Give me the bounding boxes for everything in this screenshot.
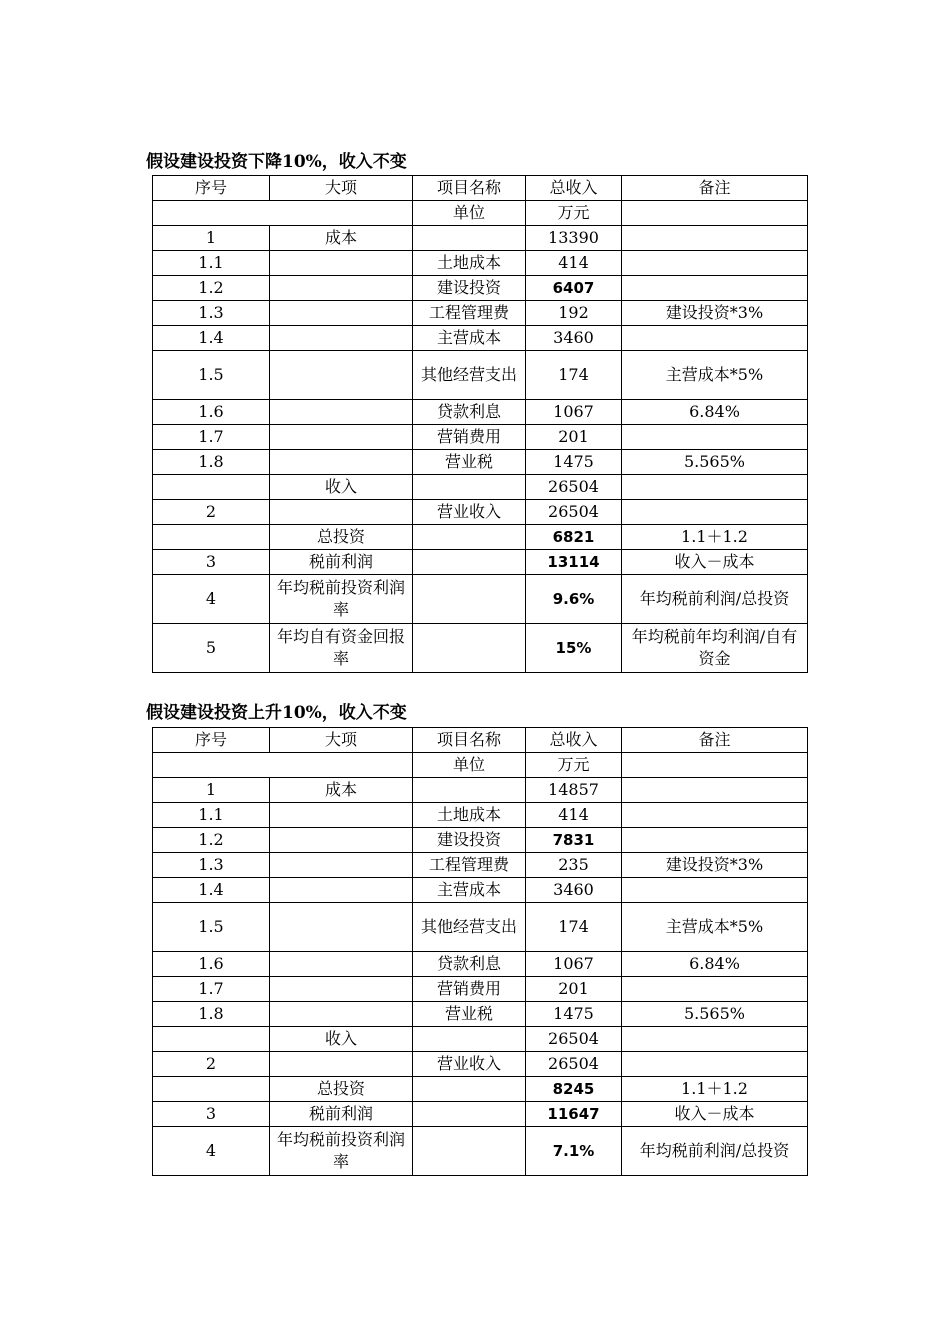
row-note: 主营成本*5%	[622, 903, 808, 952]
row-note	[622, 475, 808, 500]
row-note	[622, 803, 808, 828]
table-row	[153, 351, 808, 400]
table-row	[153, 1127, 808, 1176]
row-note	[622, 326, 808, 351]
row-major-item: 总投资	[270, 1077, 413, 1102]
row-number: 4	[153, 575, 270, 624]
row-major-item	[270, 276, 413, 301]
table-row	[153, 500, 808, 525]
row-number: 5	[153, 624, 270, 673]
row-item-name: 其他经营支出	[413, 903, 526, 952]
table-row	[153, 450, 808, 475]
row-value: 414	[526, 251, 622, 276]
table-row	[153, 828, 808, 853]
row-note: 建设投资*3%	[622, 853, 808, 878]
sensitivity-table-decrease	[152, 175, 808, 673]
row-item-name: 主营成本	[413, 878, 526, 903]
table-row	[153, 878, 808, 903]
row-major-item: 税前利润	[270, 550, 413, 575]
row-value: 7.1%	[526, 1127, 622, 1176]
row-item-name: 贷款利息	[413, 952, 526, 977]
section2-title: 假设建设投资上升10%，收入不变	[146, 703, 407, 723]
row-major-item	[270, 251, 413, 276]
row-major-item	[270, 878, 413, 903]
row-major-item	[270, 1052, 413, 1077]
row-value: 235	[526, 853, 622, 878]
row-item-name: 工程管理费	[413, 301, 526, 326]
row-major-item: 总投资	[270, 525, 413, 550]
row-value: 26504	[526, 475, 622, 500]
row-value: 174	[526, 351, 622, 400]
table-row	[153, 400, 808, 425]
table-row	[153, 326, 808, 351]
row-note: 主营成本*5%	[622, 351, 808, 400]
row-number: 4	[153, 1127, 270, 1176]
table-row	[153, 1077, 808, 1102]
table-row	[153, 853, 808, 878]
row-item-name: 贷款利息	[413, 400, 526, 425]
row-item-name	[413, 475, 526, 500]
row-number: 1.8	[153, 450, 270, 475]
row-item-name: 土地成本	[413, 251, 526, 276]
row-number: 1.3	[153, 853, 270, 878]
row-item-name: 工程管理费	[413, 853, 526, 878]
row-note: 年均税前利润/总投资	[622, 1127, 808, 1176]
row-value: 26504	[526, 1027, 622, 1052]
row-number: 1.1	[153, 251, 270, 276]
unit-label: 单位	[413, 201, 526, 226]
row-number: 1.7	[153, 977, 270, 1002]
table-row	[153, 952, 808, 977]
header-row	[153, 728, 808, 753]
row-item-name: 营业收入	[413, 500, 526, 525]
row-major-item	[270, 977, 413, 1002]
row-item-name: 建设投资	[413, 828, 526, 853]
column-header: 项目名称	[413, 176, 526, 201]
row-item-name	[413, 1077, 526, 1102]
table-row	[153, 1027, 808, 1052]
row-note	[622, 878, 808, 903]
row-value: 9.6%	[526, 575, 622, 624]
table-row	[153, 251, 808, 276]
row-note	[622, 977, 808, 1002]
unit-value: 万元	[526, 201, 622, 226]
column-header: 序号	[153, 176, 270, 201]
row-value: 3460	[526, 326, 622, 351]
row-item-name: 主营成本	[413, 326, 526, 351]
row-number	[153, 1027, 270, 1052]
row-number: 1.6	[153, 400, 270, 425]
row-item-name: 营销费用	[413, 977, 526, 1002]
row-major-item	[270, 301, 413, 326]
row-major-item	[270, 326, 413, 351]
column-header: 总收入	[526, 728, 622, 753]
row-value: 3460	[526, 878, 622, 903]
row-item-name: 其他经营支出	[413, 351, 526, 400]
row-item-name: 营业税	[413, 1002, 526, 1027]
row-number: 1.1	[153, 803, 270, 828]
row-number: 1	[153, 778, 270, 803]
unit-row-note	[622, 753, 808, 778]
row-item-name: 营业收入	[413, 1052, 526, 1077]
row-value: 201	[526, 425, 622, 450]
row-major-item: 成本	[270, 778, 413, 803]
table-row	[153, 525, 808, 550]
row-value: 1475	[526, 450, 622, 475]
table-row	[153, 475, 808, 500]
table-row	[153, 226, 808, 251]
row-number	[153, 475, 270, 500]
row-number: 1.4	[153, 326, 270, 351]
row-number: 1	[153, 226, 270, 251]
row-value: 1067	[526, 952, 622, 977]
row-number: 1.8	[153, 1002, 270, 1027]
row-item-name	[413, 1027, 526, 1052]
row-major-item: 税前利润	[270, 1102, 413, 1127]
row-major-item	[270, 351, 413, 400]
row-item-name	[413, 1127, 526, 1176]
row-number: 1.7	[153, 425, 270, 450]
row-major-item	[270, 400, 413, 425]
row-number: 1.3	[153, 301, 270, 326]
row-number: 1.2	[153, 276, 270, 301]
row-note	[622, 778, 808, 803]
row-major-item	[270, 952, 413, 977]
row-number: 2	[153, 500, 270, 525]
row-value: 1067	[526, 400, 622, 425]
row-major-item: 年均税前投资利润率	[270, 575, 413, 624]
table-row	[153, 425, 808, 450]
row-major-item: 成本	[270, 226, 413, 251]
row-number: 1.4	[153, 878, 270, 903]
table-row	[153, 977, 808, 1002]
row-item-name	[413, 575, 526, 624]
table-row	[153, 575, 808, 624]
row-number	[153, 525, 270, 550]
row-item-name: 土地成本	[413, 803, 526, 828]
row-item-name	[413, 550, 526, 575]
column-header: 大项	[270, 176, 413, 201]
row-value: 174	[526, 903, 622, 952]
row-major-item: 年均自有资金回报率	[270, 624, 413, 673]
row-value: 201	[526, 977, 622, 1002]
row-note: 1.1＋1.2	[622, 525, 808, 550]
row-value: 1475	[526, 1002, 622, 1027]
row-number: 2	[153, 1052, 270, 1077]
row-note	[622, 425, 808, 450]
row-note: 年均税前年均利润/自有资金	[622, 624, 808, 673]
row-value: 13114	[526, 550, 622, 575]
row-number: 1.5	[153, 351, 270, 400]
row-note: 5.565%	[622, 1002, 808, 1027]
table-row	[153, 624, 808, 673]
row-note	[622, 500, 808, 525]
header-row	[153, 176, 808, 201]
row-note: 年均税前利润/总投资	[622, 575, 808, 624]
row-major-item: 年均税前投资利润率	[270, 1127, 413, 1176]
table-row	[153, 778, 808, 803]
row-note	[622, 226, 808, 251]
row-major-item	[270, 425, 413, 450]
row-note: 6.84%	[622, 400, 808, 425]
column-header: 总收入	[526, 176, 622, 201]
row-major-item	[270, 853, 413, 878]
row-value: 26504	[526, 500, 622, 525]
row-value: 6407	[526, 276, 622, 301]
row-number: 3	[153, 550, 270, 575]
section1-title: 假设建设投资下降10%，收入不变	[146, 152, 407, 172]
row-value: 11647	[526, 1102, 622, 1127]
unit-row	[153, 753, 808, 778]
row-major-item	[270, 803, 413, 828]
unit-value: 万元	[526, 753, 622, 778]
column-header: 项目名称	[413, 728, 526, 753]
row-note	[622, 1027, 808, 1052]
row-number	[153, 1077, 270, 1102]
table-row	[153, 803, 808, 828]
table-row	[153, 1102, 808, 1127]
table-row	[153, 1002, 808, 1027]
table-row	[153, 1052, 808, 1077]
row-item-name: 营销费用	[413, 425, 526, 450]
row-note: 建设投资*3%	[622, 301, 808, 326]
sensitivity-table-increase	[152, 727, 808, 1176]
row-item-name	[413, 525, 526, 550]
column-header: 备注	[622, 728, 808, 753]
row-value: 15%	[526, 624, 622, 673]
row-value: 14857	[526, 778, 622, 803]
row-item-name	[413, 1102, 526, 1127]
unit-label: 单位	[413, 753, 526, 778]
row-number: 1.5	[153, 903, 270, 952]
column-header: 序号	[153, 728, 270, 753]
unit-row-blank	[153, 201, 413, 226]
row-item-name	[413, 624, 526, 673]
column-header: 备注	[622, 176, 808, 201]
row-note: 5.565%	[622, 450, 808, 475]
row-value: 13390	[526, 226, 622, 251]
row-major-item	[270, 903, 413, 952]
row-number: 3	[153, 1102, 270, 1127]
row-major-item: 收入	[270, 1027, 413, 1052]
column-header: 大项	[270, 728, 413, 753]
unit-row	[153, 201, 808, 226]
row-value: 7831	[526, 828, 622, 853]
table-row	[153, 550, 808, 575]
row-value: 414	[526, 803, 622, 828]
row-number: 1.6	[153, 952, 270, 977]
row-item-name: 营业税	[413, 450, 526, 475]
table-row	[153, 301, 808, 326]
row-value: 192	[526, 301, 622, 326]
row-note	[622, 251, 808, 276]
table-row	[153, 276, 808, 301]
row-note	[622, 828, 808, 853]
row-note: 6.84%	[622, 952, 808, 977]
row-major-item	[270, 1002, 413, 1027]
row-item-name	[413, 226, 526, 251]
row-value: 26504	[526, 1052, 622, 1077]
unit-row-note	[622, 201, 808, 226]
row-item-name	[413, 778, 526, 803]
row-number: 1.2	[153, 828, 270, 853]
row-note: 收入－成本	[622, 550, 808, 575]
row-major-item	[270, 828, 413, 853]
row-item-name: 建设投资	[413, 276, 526, 301]
unit-row-blank	[153, 753, 413, 778]
row-note: 1.1＋1.2	[622, 1077, 808, 1102]
row-note	[622, 276, 808, 301]
row-major-item: 收入	[270, 475, 413, 500]
row-note: 收入－成本	[622, 1102, 808, 1127]
row-major-item	[270, 500, 413, 525]
table-row	[153, 903, 808, 952]
row-value: 6821	[526, 525, 622, 550]
row-value: 8245	[526, 1077, 622, 1102]
row-major-item	[270, 450, 413, 475]
row-note	[622, 1052, 808, 1077]
